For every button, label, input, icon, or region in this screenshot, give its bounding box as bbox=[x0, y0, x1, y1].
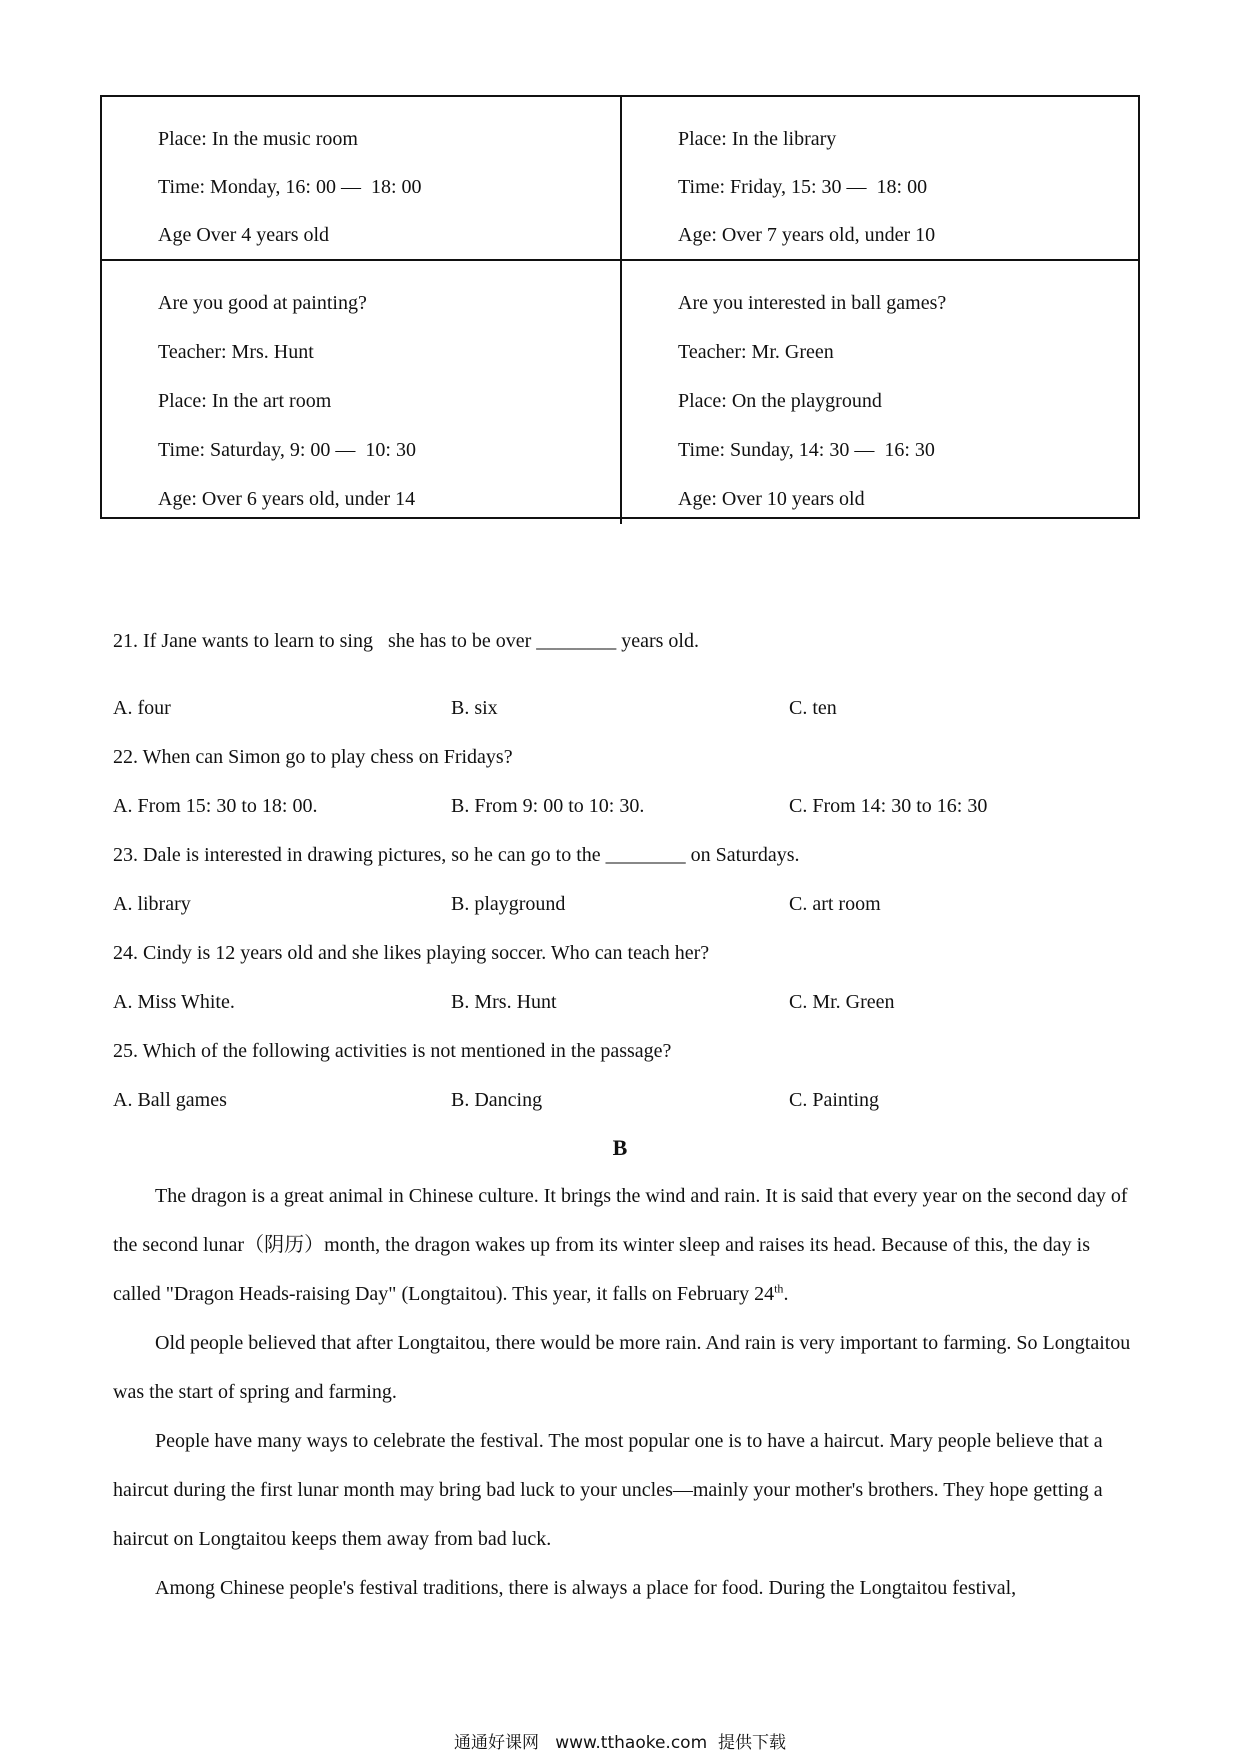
passage bbox=[113, 1172, 1131, 1613]
question-25: 25. Which of the following activities is not mentioned in the passage? bbox=[113, 1040, 672, 1062]
club-time: Time: Saturday, 9: 00 — 10: 30 bbox=[158, 439, 416, 461]
club-time: Time: Friday, 15: 30 — 18: 00 bbox=[678, 176, 928, 198]
club-teacher: Teacher: Mrs. Hunt bbox=[158, 341, 314, 363]
paragraph-3: People have many ways to celebrate the festival. The most popular one is to have a haircut. Mary people believe that a haircut during the first lunar month may bring bad luck to your uncles—mainly your mother's brothers. They hope getting a haircut on Longtaitou keeps them away from bad luck. bbox=[113, 1430, 1103, 1550]
club-cell-ball-games bbox=[620, 259, 1138, 524]
paragraph-4: Among Chinese people's festival traditions, there is always a place for food. During the Longtaitou festival, bbox=[155, 1577, 1017, 1599]
club-cell-painting bbox=[102, 259, 620, 524]
club-place: Place: In the music room bbox=[158, 128, 358, 150]
option-c: C. Mr. Green bbox=[789, 991, 895, 1013]
option-c: C. Painting bbox=[789, 1089, 880, 1111]
option-a: A. Ball games bbox=[113, 1089, 227, 1111]
club-age: Age: Over 7 years old, under 10 bbox=[678, 224, 936, 246]
club-cell-music bbox=[102, 97, 620, 259]
question-23: 23. Dale is interested in drawing pictures, so he can go to the ________ on Saturdays. bbox=[113, 844, 800, 866]
ordinal-suffix: th bbox=[774, 1281, 784, 1296]
paragraph-1: The dragon is a great animal in Chinese culture. It brings the wind and rain. It is said that every year on the second day of the second lunar（阴历）month, the dragon wakes up from its winter sleep and raises its head. Because of this, the day is called "Dragon Heads-raising Day" (Longtaitou). This year, it falls on February 24th. bbox=[113, 1185, 1128, 1305]
club-age: Age: Over 10 years old bbox=[678, 488, 865, 510]
question-21: 21. If Jane wants to learn to sing she has to be over ________ years old. bbox=[113, 630, 699, 652]
option-b: B. Mrs. Hunt bbox=[451, 991, 557, 1013]
club-age: Age: Over 6 years old, under 14 bbox=[158, 488, 416, 510]
option-a: A. From 15: 30 to 18: 00. bbox=[113, 795, 318, 817]
club-time: Time: Monday, 16: 00 — 18: 00 bbox=[158, 176, 422, 198]
footer-watermark: 通通好课网 www.tthaoke.com 提供下载 bbox=[454, 1733, 786, 1753]
club-question: Are you interested in ball games? bbox=[678, 292, 947, 314]
section-heading: B bbox=[612, 1135, 628, 1160]
question-24: 24. Cindy is 12 years old and she likes playing soccer. Who can teach her? bbox=[113, 942, 710, 964]
club-age: Age Over 4 years old bbox=[158, 224, 330, 246]
option-b: B. From 9: 00 to 10: 30. bbox=[451, 795, 645, 817]
option-b: B. six bbox=[451, 697, 498, 719]
club-place: Place: In the library bbox=[678, 128, 837, 150]
clubs-table bbox=[100, 95, 1140, 519]
question-22: 22. When can Simon go to play chess on Fridays? bbox=[113, 746, 513, 768]
club-place: Place: In the art room bbox=[158, 390, 332, 412]
option-b: B. playground bbox=[451, 893, 566, 915]
club-teacher: Teacher: Mr. Green bbox=[678, 341, 834, 363]
option-b: B. Dancing bbox=[451, 1089, 543, 1111]
option-a: A. library bbox=[113, 893, 191, 915]
option-c: C. ten bbox=[789, 697, 837, 719]
paragraph-2: Old people believed that after Longtaitou, there would be more rain. And rain is very important to farming. So Longtaitou was the start of spring and farming. bbox=[113, 1332, 1131, 1403]
club-place: Place: On the playground bbox=[678, 390, 882, 412]
option-c: C. art room bbox=[789, 893, 881, 915]
club-cell-library bbox=[620, 97, 1138, 259]
club-question: Are you good at painting? bbox=[158, 292, 367, 314]
option-a: A. Miss White. bbox=[113, 991, 235, 1013]
option-a: A. four bbox=[113, 697, 171, 719]
option-c: C. From 14: 30 to 16: 30 bbox=[789, 795, 988, 817]
club-time: Time: Sunday, 14: 30 — 16: 30 bbox=[678, 439, 935, 461]
